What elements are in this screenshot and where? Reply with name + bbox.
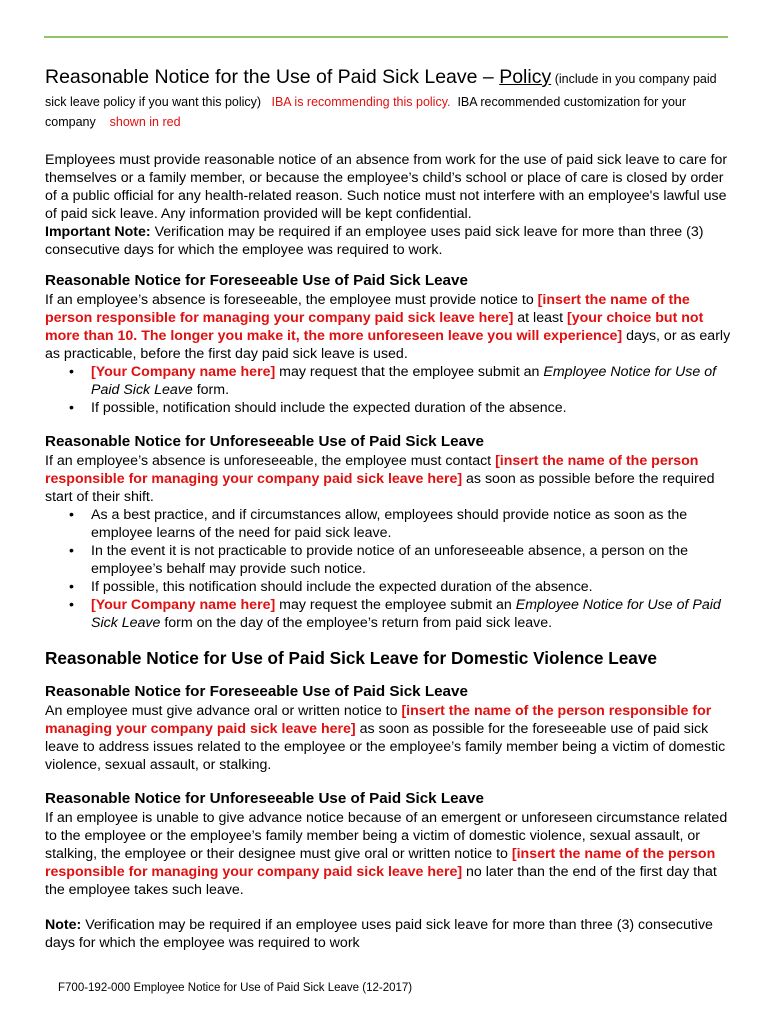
form-name: Employee Notice for Use of Paid Sick Leave: [91, 364, 717, 398]
foreseeable-text-1: If an employee’s absence is foreseeable, the employee must provide notice to: [45, 292, 538, 308]
foreseeable-red-2: [your choice but not more than 10. The longer you make it, the more unforeseen leave you will experience]: [45, 310, 704, 344]
bullet-icon: •: [69, 507, 74, 523]
list-item: [45, 399, 735, 417]
form-name: Employee Notice for Use of Paid Sick Leave: [91, 597, 721, 631]
subtitle-shown-red: shown in red: [109, 115, 181, 129]
dv-foreseeable-red: [insert the name of the person responsible for managing your company paid sick leave here]: [45, 703, 712, 737]
foreseeable-bullets: [45, 363, 735, 417]
bullet-text: may request that the employee submit an: [275, 364, 544, 380]
list-item: [45, 506, 735, 542]
subtitle-company: company: [45, 115, 96, 129]
title-subtitle: [45, 92, 735, 132]
bullet-icon: •: [69, 543, 74, 559]
subtitle-red: IBA is recommending this policy.: [271, 95, 451, 109]
list-item: [45, 596, 735, 632]
bullet-text-end: form on the day of the employee’s return from paid sick leave.: [160, 615, 553, 631]
subtitle-text: sick leave policy if you want this policy): [45, 95, 262, 109]
document-title: [45, 64, 735, 92]
list-item: [45, 542, 735, 578]
bullet-text: In the event it is not practicable to provide notice of an unforeseeable absence, a person on the employee’s behalf may provide such notice.: [91, 543, 689, 577]
title-policy: Policy: [499, 66, 552, 88]
title-paren: (include in you company paid: [551, 72, 717, 86]
verification-note: [45, 916, 735, 952]
dv-unforeseeable-red: [insert the name of the person responsible for managing your company paid sick leave here]: [45, 846, 716, 880]
foreseeable-red-1: [insert the name of the person responsible for managing your company paid sick leave here]: [45, 292, 690, 326]
bullet-icon: •: [69, 364, 74, 380]
dv-foreseeable-text-1: An employee must give advance oral or written notice to: [45, 703, 402, 719]
heading-dv-foreseeable: Reasonable Notice for Foreseeable Use of Paid Sick Leave: [45, 683, 468, 700]
bullet-icon: •: [69, 597, 74, 613]
unforeseeable-paragraph: [45, 452, 735, 506]
bullet-text: As a best practice, and if circumstances allow, employees should provide notice as soon as the employee learns of the need for paid sick leave.: [91, 507, 688, 541]
bullet-text: may request the employee submit an: [275, 597, 516, 613]
list-item: [45, 363, 735, 399]
company-name-placeholder: [Your Company name here]: [91, 364, 276, 380]
dv-foreseeable-paragraph: [45, 702, 735, 774]
bullet-text: If possible, notification should include the expected duration of the absence.: [91, 400, 567, 416]
bullet-text-end: form.: [192, 382, 230, 398]
unforeseeable-red-1: [insert the name of the person responsible for managing your company paid sick leave here]: [45, 453, 699, 487]
dv-foreseeable-text-2: as soon as possible for the foreseeable use of paid sick leave to address issues related to the employee or the employee’s family member being a victim of domestic violence, sexual assault, or stalking.: [45, 721, 726, 773]
foreseeable-text-2: at least: [513, 310, 567, 326]
top-rule: [44, 36, 728, 38]
important-note-label: Important Note:: [45, 224, 151, 240]
company-name-placeholder: [Your Company name here]: [91, 597, 276, 613]
dv-unforeseeable-paragraph: [45, 809, 735, 899]
heading-domestic-violence: Reasonable Notice for Use of Paid Sick Leave for Domestic Violence Leave: [45, 648, 657, 668]
bullet-text: If possible, this notification should include the expected duration of the absence.: [91, 579, 593, 595]
important-note-text: Verification may be required if an employee uses paid sick leave for more than three (3) consecutive days for which the employee was required to work.: [45, 224, 704, 258]
intro-text: Employees must provide reasonable notice of an absence from work for the use of paid sick leave to care for themselves or a family member, or because the employee’s child’s school or place of care is closed by order of a public official for any health-related reason. Such notice must not interfere with an employee's lawful use of paid sick leave. Any information provided will be kept confidential.: [45, 152, 728, 222]
bullet-icon: •: [69, 400, 74, 416]
foreseeable-text-3: days, or as early as practicable, before the first day paid sick leave is used.: [45, 328, 731, 362]
unforeseeable-text-2: as soon as possible before the required start of their shift.: [45, 471, 715, 505]
list-item: [45, 578, 735, 596]
dv-unforeseeable-text-1: If an employee is unable to give advance notice because of an emergent or unforeseen circumstance related to the employee or the employee’s family member being a victim of domestic violence, sexual assault, or stalking, the employee or their designee must give oral or written notice to: [45, 810, 728, 862]
dv-unforeseeable-text-2: no later than the end of the first day that the employee takes such leave.: [45, 864, 717, 898]
foreseeable-paragraph: [45, 291, 735, 363]
heading-dv-unforeseeable: Reasonable Notice for Unforeseeable Use of Paid Sick Leave: [45, 790, 484, 807]
subtitle-text-2: IBA recommended customization for your: [457, 95, 687, 109]
bullet-icon: •: [69, 579, 74, 595]
intro-paragraph: [45, 151, 735, 259]
heading-unforeseeable: Reasonable Notice for Unforeseeable Use of Paid Sick Leave: [45, 433, 484, 450]
form-footer: F700-192-000 Employee Notice for Use of Paid Sick Leave (12-2017): [58, 982, 413, 994]
heading-foreseeable: Reasonable Notice for Foreseeable Use of Paid Sick Leave: [45, 272, 468, 289]
note-label: Note:: [45, 917, 82, 933]
unforeseeable-text-1: If an employee’s absence is unforeseeable, the employee must contact: [45, 453, 496, 469]
note-text: Verification may be required if an employee uses paid sick leave for more than three (3) consecutive days for which the employee was required to work: [45, 917, 713, 951]
unforeseeable-bullets: [45, 506, 735, 632]
document-content: [45, 64, 735, 952]
title-main: Reasonable Notice for the Use of Paid Sick Leave –: [45, 66, 500, 88]
